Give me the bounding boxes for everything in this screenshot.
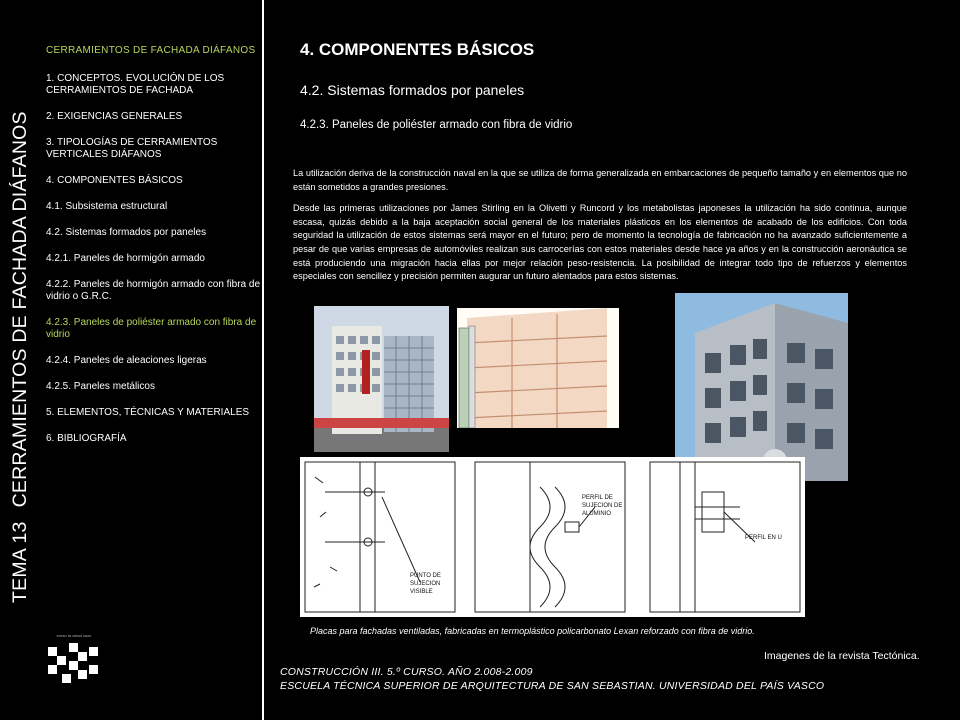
label-punto-3: VISIBLE	[410, 589, 433, 595]
nav-item-exigencias[interactable]: 2. EXIGENCIAS GENERALES	[46, 111, 183, 122]
nav-heading: CERRAMIENTOS DE FACHADA DIÁFANOS	[46, 45, 256, 56]
nav-item-subsistema[interactable]: 4.1. Subsistema estructural	[46, 201, 168, 212]
image-credit: Imagenes de la revista Tectónica.	[764, 650, 920, 662]
nav-item-grc[interactable]: 4.2.2. Paneles de hormigón armado con fibra de vidrio o G.R.C.	[46, 279, 261, 302]
facade-photo-graphic	[675, 293, 848, 481]
tema-number: TEMA 13	[9, 521, 31, 603]
nav-item-paneles[interactable]: 4.2. Sistemas formados por paneles	[46, 227, 207, 238]
paragraph-2: Desde las primeras utilizaciones por James Stirling en la Olivetti y Runcord y los metabolistas japoneses la utilización ha sido continua, aunque escasa, quizás debido a la baja aceptación social general de los materiales plásticos en los elementos de acabado de los edificios. Con toda seguridad la utilización de estos sistemas será mayor en el futuro; pero de momento la tecnología de fabricación no ha avanzado suficientemente a pesar de que varias empresas de automóviles realizan sus carrocerías con estos materiales desde hace ya años y en la construcción aeronáutica se está produciendo una migración hacia ellas por mejor relación peso-resistencia. La posibilidad de integrar todo tipo de refuerzos y elementos especiales con sencillez y precisión permiten augurar un futuro alentados para estos sistemas.	[293, 203, 907, 282]
nav-item-bibliografia[interactable]: 6. BIBLIOGRAFÍA	[46, 433, 127, 444]
nav-item-aleaciones[interactable]: 4.2.4. Paneles de aleaciones ligeras	[46, 355, 207, 366]
label-perfil-al-3: ALUMINIO	[582, 511, 612, 517]
footer-school: ESCUELA TÉCNICA SUPERIOR DE ARQUITECTURA DE SAN SEBASTIAN. UNIVERSIDAD DEL PAÍS VASCO	[280, 680, 825, 692]
logo-motto: eman ta zabal zazu	[56, 633, 92, 638]
construction-details-drawing	[300, 457, 805, 617]
facade-photo	[675, 293, 848, 481]
paragraph-1: La utilización deriva de la construcción naval en la que se utiliza de forma generalizada en embarcaciones de pequeño tamaño y en elementos que no están sometidos a grandes presiones.	[293, 168, 907, 192]
sidebar	[0, 0, 262, 720]
panel-sketch-graphic	[457, 308, 619, 428]
nav-item-hormigon[interactable]: 4.2.1. Paneles de hormigón armado	[46, 253, 205, 264]
label-perfil-al-2: SUJECION DE	[582, 503, 623, 509]
panel-sketch	[457, 308, 619, 428]
nav-item-elementos[interactable]: 5. ELEMENTOS, TÉCNICAS Y MATERIALES	[46, 407, 250, 418]
footer	[280, 665, 824, 693]
building-photo	[314, 306, 449, 452]
label-perfil-u: PERFIL EN U	[745, 535, 782, 541]
building-photo-graphic	[314, 306, 449, 452]
label-perfil-al-1: PERFIL DE	[582, 495, 613, 501]
nav-item-tipologias[interactable]: 3. TIPOLOGÍAS DE CERRAMIENTOS VERTICALES DIÁFANOS	[46, 137, 218, 160]
nav-item-metalicos[interactable]: 4.2.5. Paneles metálicos	[46, 381, 155, 392]
footer-course: CONSTRUCCIÓN III. 5.º CURSO. AÑO 2.008-2.009	[280, 666, 533, 678]
nav-item-poliester[interactable]: 4.2.3. Paneles de poliéster armado con fibra de vidrio	[46, 317, 257, 340]
ehu-logo-icon	[44, 641, 104, 685]
body-text	[293, 167, 907, 292]
image-caption: Placas para fachadas ventiladas, fabricadas en termoplástico policarbonato Lexan reforzado con fibra de vidrio.	[310, 626, 755, 636]
construction-details-graphic	[300, 457, 805, 617]
page-title: 4. COMPONENTES BÁSICOS	[300, 40, 535, 59]
nav-item-conceptos[interactable]: 1. CONCEPTOS. EVOLUCIÓN DE LOS CERRAMIENTOS DE FACHADA	[46, 73, 225, 96]
label-punto-1: PUNTO DE	[410, 573, 441, 579]
tema-name: CERRAMIENTOS DE FACHADA DIÁFANOS	[9, 111, 31, 508]
label-punto-2: SUJECION	[410, 581, 441, 587]
main-content	[264, 0, 960, 720]
university-logo	[44, 633, 124, 693]
section-title: 4.2.3. Paneles de poliéster armado con fibra de vidrio	[300, 119, 573, 131]
vertical-title	[0, 111, 40, 603]
page-subtitle: 4.2. Sistemas formados por paneles	[300, 82, 525, 98]
sidebar-nav	[46, 45, 262, 459]
nav-item-componentes[interactable]: 4. COMPONENTES BÁSICOS	[46, 175, 183, 186]
